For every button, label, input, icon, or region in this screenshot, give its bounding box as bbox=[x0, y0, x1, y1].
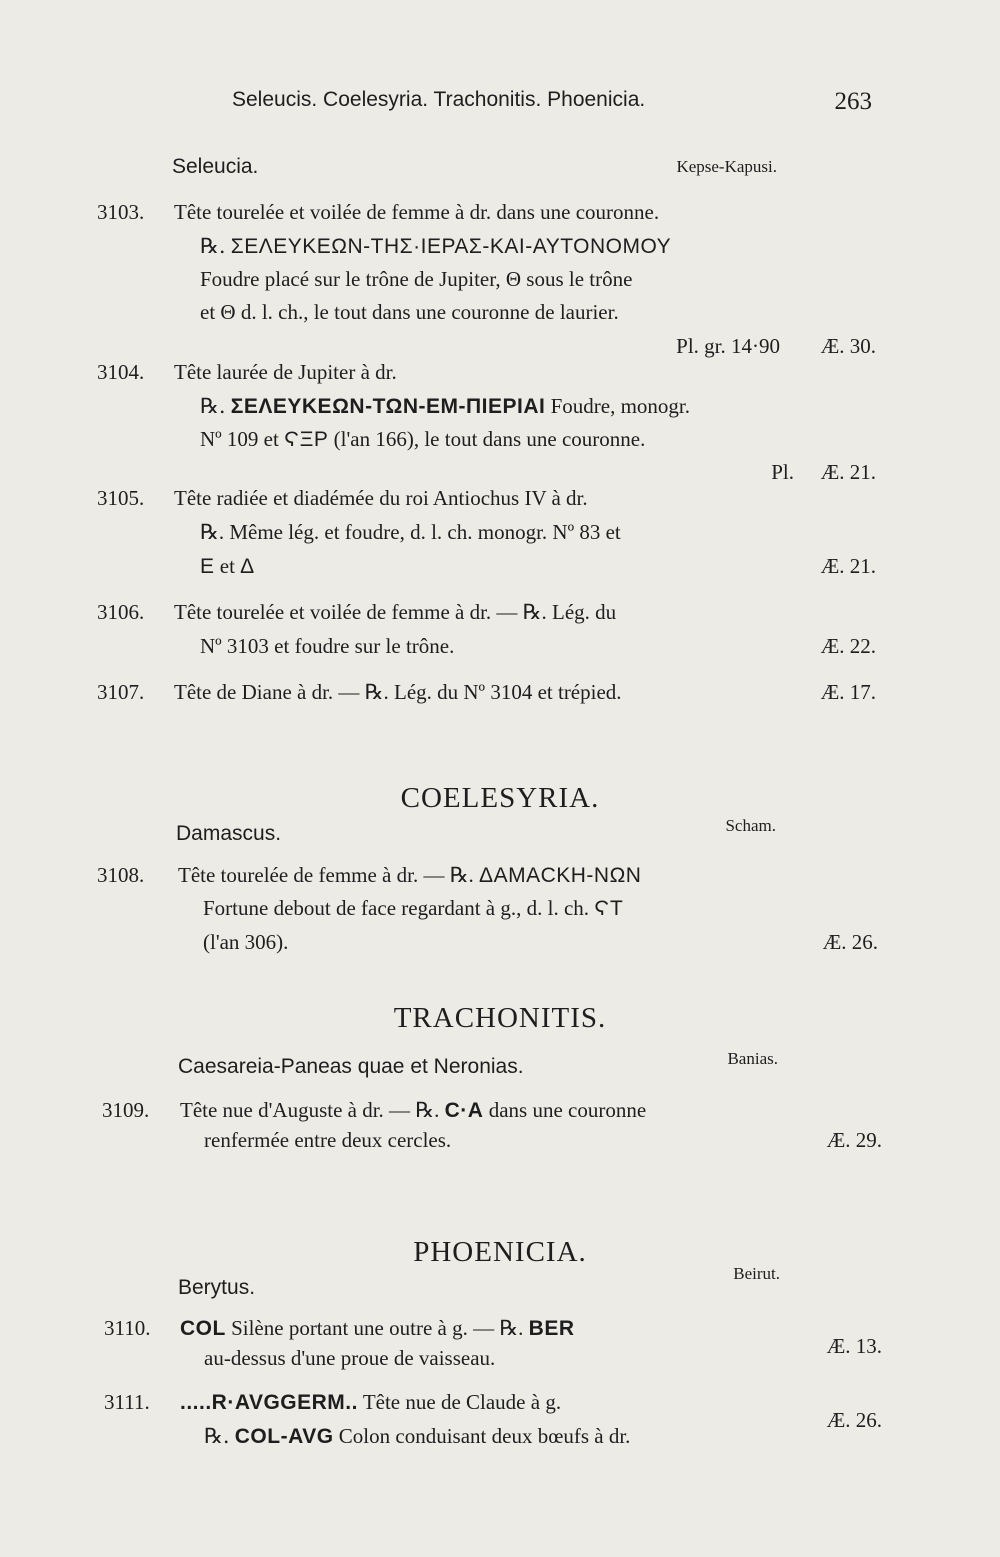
coin-legend: ΔΑΜΑϹΚΗ-ΝΩΝ bbox=[479, 864, 642, 887]
metal-size: Æ. 26. bbox=[826, 1408, 882, 1432]
entry-text: Tête nue d'Auguste à dr. — ℞. bbox=[180, 1098, 440, 1122]
coin-legend: COL bbox=[180, 1317, 226, 1340]
entry-3109-line-1 bbox=[0, 1098, 1000, 1132]
coin-legend: .....R·AVGGERM.. bbox=[180, 1391, 358, 1414]
city-heading-caesareia bbox=[178, 1049, 778, 1079]
entry-text: Tête tourelée de femme à dr. — ℞. bbox=[178, 863, 474, 887]
reverse-symbol: ℞. bbox=[204, 1424, 230, 1448]
reverse-symbol: ℞. bbox=[200, 394, 226, 418]
section-title-phoenicia: PHOENICIA. bbox=[413, 1236, 587, 1268]
entry-3104-line-2 bbox=[0, 394, 1000, 428]
entry-text: (l'an 166), le tout dans une couronne. bbox=[333, 427, 646, 451]
entry-number: 3106. bbox=[97, 600, 145, 624]
entry-3108-line-3 bbox=[0, 930, 1000, 964]
plate-ref: Pl. bbox=[771, 460, 794, 484]
reverse-symbol: ℞. bbox=[200, 234, 226, 258]
entry-text: Tête radiée et diadémée du roi Antiochus IV à dr. bbox=[174, 486, 588, 510]
city-name: Caesareia-Paneas quae et Neronias. bbox=[178, 1055, 524, 1078]
mint-mark: Δ bbox=[240, 555, 255, 578]
entry-text: au-dessus d'une proue de vaisseau. bbox=[204, 1346, 496, 1370]
city-heading-seleucia bbox=[172, 155, 777, 179]
entry-3103-line-2 bbox=[0, 234, 1000, 268]
running-header bbox=[232, 88, 872, 115]
running-title: Seleucis. Coelesyria. Trachonitis. Phoenicia. bbox=[232, 88, 646, 111]
entry-number: 3109. bbox=[102, 1098, 150, 1122]
coin-date-legend: ϚΞΡ bbox=[284, 428, 329, 451]
entry-text: Colon conduisant deux bœufs à dr. bbox=[338, 1424, 631, 1448]
entry-3105-line-3 bbox=[0, 554, 1000, 588]
entry-number: 3107. bbox=[97, 680, 145, 704]
coin-date-legend: ϚΤ bbox=[594, 897, 624, 920]
entry-text: ℞. Même lég. et foudre, d. l. ch. monogr. Nº 83 et bbox=[200, 520, 621, 544]
entry-3104-line-3 bbox=[0, 427, 1000, 461]
coin-legend: BER bbox=[528, 1317, 575, 1340]
city-heading-damascus bbox=[176, 816, 776, 846]
entry-3103-line-3 bbox=[0, 267, 1000, 301]
metal-size: Æ. 30. bbox=[820, 334, 876, 358]
modern-name: Banias. bbox=[727, 1049, 778, 1068]
coin-legend: ΣΕΛΕΥΚΕΩΝ-ΤΗΣ·ΙΕΡΑΣ-ΚΑΙ-ΑΥΤΟΝΟΜΟΥ bbox=[230, 235, 672, 258]
entry-3105-line-1 bbox=[0, 486, 1000, 520]
metal-size: Æ. 29. bbox=[826, 1128, 882, 1152]
entry-text: Tête nue de Claude à g. bbox=[362, 1390, 562, 1414]
entry-text: Tête tourelée et voilée de femme à dr. — ℞. Lég. du bbox=[174, 600, 617, 624]
entry-3106-line-2 bbox=[0, 634, 1000, 668]
coin-legend: ΣΕΛΕΥΚΕΩΝ-ΤΩΝ-ΕΜ-ΠΙΕΡΙΑΙ bbox=[230, 395, 546, 418]
modern-name: Kepse-Kapusi. bbox=[676, 157, 777, 176]
entry-text: et bbox=[219, 554, 235, 578]
metal-size: Æ. 21. bbox=[820, 554, 876, 578]
city-name: Damascus. bbox=[176, 822, 282, 845]
modern-name: Scham. bbox=[725, 816, 776, 835]
metal-size: Æ. 22. bbox=[820, 634, 876, 658]
entry-3103-line-4 bbox=[0, 300, 1000, 334]
entry-text: renfermée entre deux cercles. bbox=[204, 1128, 452, 1152]
entry-number: 3108. bbox=[97, 863, 145, 887]
city-name: Seleucia. bbox=[172, 155, 259, 178]
entry-number: 3110. bbox=[104, 1316, 151, 1340]
entry-text: Silène portant une outre à g. — ℞. bbox=[231, 1316, 524, 1340]
entry-text: dans une couronne bbox=[488, 1098, 647, 1122]
entry-text: Foudre, monogr. bbox=[550, 394, 691, 418]
mint-mark: Ε bbox=[200, 555, 215, 578]
entry-3105-line-2 bbox=[0, 520, 1000, 554]
entry-3110-line-2 bbox=[0, 1334, 1000, 1380]
entry-text: Nº 3103 et foudre sur le trône. bbox=[200, 634, 455, 658]
entry-number: 3111. bbox=[104, 1390, 150, 1414]
metal-size: Æ. 17. bbox=[820, 680, 876, 704]
entry-3104-line-1 bbox=[0, 360, 1000, 394]
entry-text: Foudre placé sur le trône de Jupiter, Θ sous le trône bbox=[200, 267, 633, 291]
entry-3111-line-2 bbox=[0, 1408, 1000, 1458]
modern-name: Beirut. bbox=[733, 1264, 780, 1283]
page-number: 263 bbox=[834, 88, 872, 115]
entry-3108-line-1 bbox=[0, 863, 1000, 897]
entry-text: Tête de Diane à dr. — ℞. Lég. du Nº 3104 et trépied. bbox=[174, 680, 622, 704]
city-heading-berytus bbox=[178, 1264, 780, 1300]
entry-3108-line-2 bbox=[0, 896, 1000, 930]
entry-text: Nº 109 et bbox=[200, 427, 279, 451]
entry-text: Tête tourelée et voilée de femme à dr. dans une couronne. bbox=[174, 200, 660, 224]
section-title-coelesyria: COELESYRIA. bbox=[400, 782, 600, 814]
metal-size: Æ. 13. bbox=[826, 1334, 882, 1358]
entry-text: et Θ d. l. ch., le tout dans une couronne de laurier. bbox=[200, 300, 619, 324]
city-name: Berytus. bbox=[178, 1276, 256, 1299]
entry-text: Tête laurée de Jupiter à dr. bbox=[174, 360, 397, 384]
metal-size: Æ. 26. bbox=[822, 930, 878, 954]
coin-legend: C·A bbox=[444, 1099, 484, 1122]
entry-3103-line-1 bbox=[0, 200, 1000, 234]
entry-number: 3103. bbox=[97, 200, 145, 224]
section-title-trachonitis: TRACHONITIS. bbox=[393, 1002, 607, 1034]
entry-3109-line-2 bbox=[0, 1128, 1000, 1162]
entry-3107-line-1 bbox=[0, 680, 1000, 714]
coin-legend: COL-AVG bbox=[234, 1425, 334, 1448]
entry-text: Fortune debout de face regardant à g., d. l. ch. bbox=[203, 896, 590, 920]
entry-3106-line-1 bbox=[0, 600, 1000, 634]
plate-weight: Pl. gr. 14·90 bbox=[676, 334, 780, 358]
entry-number: 3105. bbox=[97, 486, 145, 510]
metal-size: Æ. 21. bbox=[820, 460, 876, 484]
entry-number: 3104. bbox=[97, 360, 145, 384]
entry-text: (l'an 306). bbox=[203, 930, 289, 954]
